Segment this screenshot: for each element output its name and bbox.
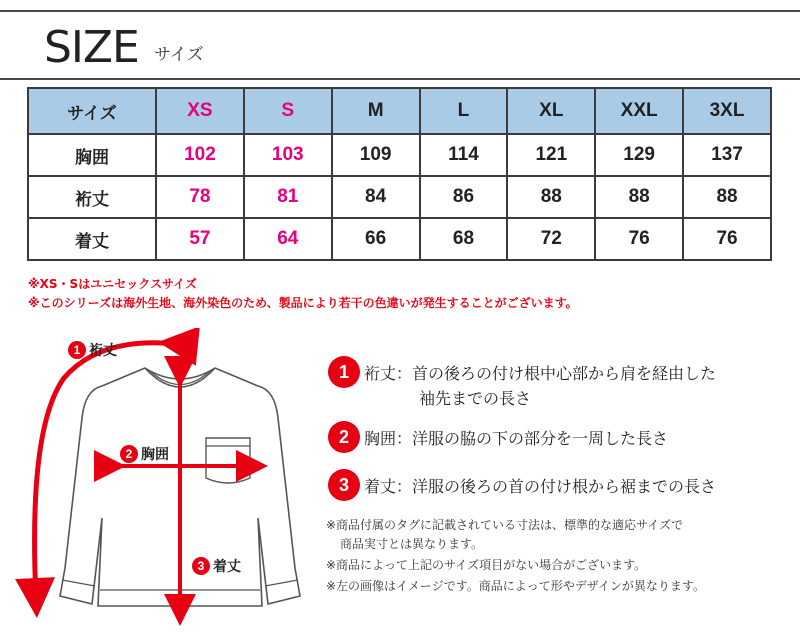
table-cell: 68 (420, 218, 508, 260)
column-header: 3XL (683, 88, 771, 134)
row-label: 着丈 (28, 218, 156, 260)
page-title: SIZE (44, 22, 139, 73)
column-header: XL (507, 88, 595, 134)
table-cell: 84 (332, 176, 420, 218)
size-table (27, 87, 772, 261)
fine-print: 商品実寸とは異なります。 (340, 537, 484, 551)
column-header: M (332, 88, 420, 134)
column-header: サイズ (28, 88, 156, 134)
table-row (28, 134, 771, 176)
table-cell: 103 (244, 134, 332, 176)
description-sleeve-line2: 袖先までの長さ (419, 389, 532, 408)
table-cell: 81 (244, 176, 332, 218)
column-header: S (244, 88, 332, 134)
row-label: 裄丈 (28, 176, 156, 218)
header-rule (0, 78, 800, 80)
table-cell: 76 (595, 218, 683, 260)
table-cell: 88 (683, 176, 771, 218)
column-header: XS (156, 88, 244, 134)
table-cell: 76 (683, 218, 771, 260)
table-cell: 109 (332, 134, 420, 176)
fine-print: ※商品によって上記のサイズ項目がない場合がございます。 (326, 558, 647, 572)
table-cell: 88 (595, 176, 683, 218)
table-cell: 78 (156, 176, 244, 218)
number-marker: 2 (328, 421, 360, 453)
number-marker: 1 (328, 356, 360, 388)
diagram-label-sleeve: 1 裄丈 (68, 340, 117, 360)
description-length: 3 着丈：洋服の後ろの首の付け根から裾までの長さ (328, 469, 716, 501)
table-cell: 88 (507, 176, 595, 218)
table-cell: 102 (156, 134, 244, 176)
table-row (28, 176, 771, 218)
row-label: 胸囲 (28, 134, 156, 176)
table-row (28, 218, 771, 260)
table-cell: 137 (683, 134, 771, 176)
fine-print: ※商品付属のタグに記載されている寸法は、標準的な適応サイズで (326, 518, 684, 532)
top-rule (0, 10, 800, 12)
table-cell: 72 (507, 218, 595, 260)
table-cell: 64 (244, 218, 332, 260)
page-subtitle: サイズ (154, 45, 204, 65)
description-chest: 2 胸囲：洋服の脇の下の部分を一周した長さ (328, 421, 668, 453)
shirt-diagram (0, 328, 320, 638)
description-sleeve: 1 裄丈：首の後ろの付け根中心部から肩を経由した (328, 356, 716, 388)
table-cell: 121 (507, 134, 595, 176)
unisex-note: ※XS・Sはユニセックスサイズ (28, 277, 197, 291)
table-cell: 86 (420, 176, 508, 218)
column-header: XXL (595, 88, 683, 134)
diagram-label-chest: 2 胸囲 (120, 444, 169, 464)
table-cell: 114 (420, 134, 508, 176)
table-cell: 129 (595, 134, 683, 176)
number-marker: 3 (328, 469, 360, 501)
color-note: ※このシリーズは海外生地、海外染色のため、製品により若干の色違いが発生することがございます。 (28, 296, 578, 310)
table-cell: 57 (156, 218, 244, 260)
column-header: L (420, 88, 508, 134)
table-header-row (28, 88, 771, 134)
fine-print: ※左の画像はイメージです。商品によって形やデザインが異なります。 (326, 579, 705, 593)
diagram-label-length: 3 着丈 (192, 556, 241, 576)
table-cell: 66 (332, 218, 420, 260)
